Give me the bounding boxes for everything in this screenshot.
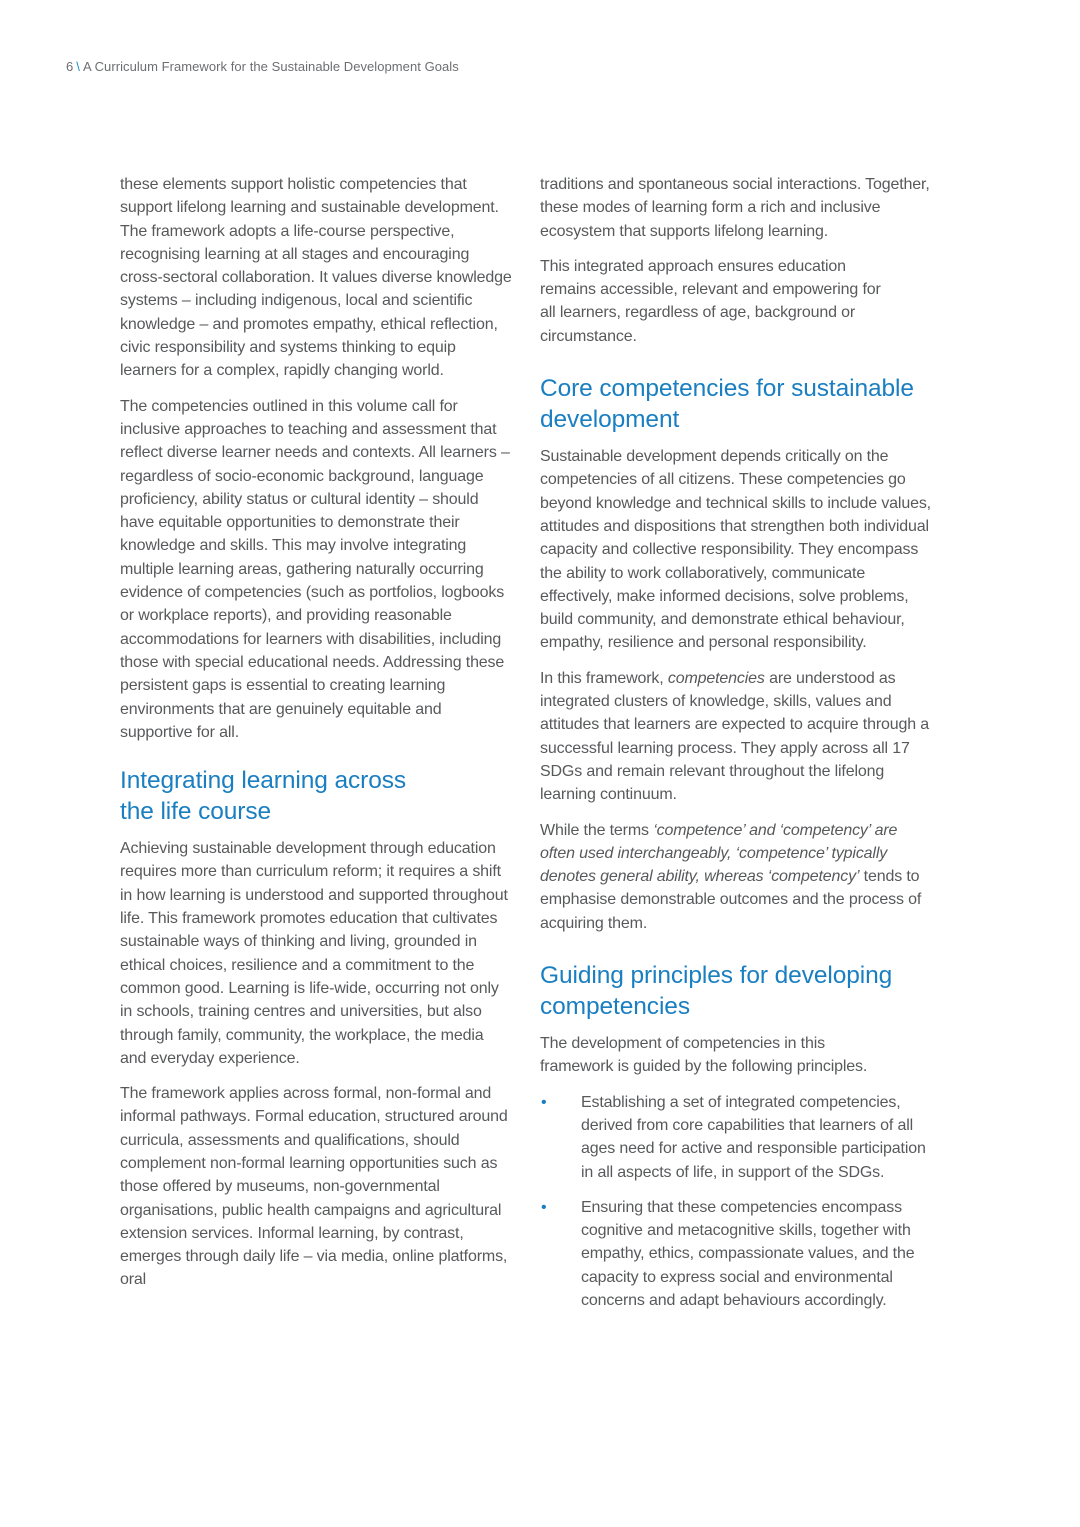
- running-header: [66, 59, 459, 74]
- section-heading-guiding-principles: Guiding principles for developing competencies: [540, 962, 893, 1020]
- italic-term: ‘competence’ and ‘competency’ are often used interchangeably, ‘competence’ typically denotes general ability, whereas ‘competency’: [540, 821, 898, 886]
- section-heading-integrating-learning: Integrating learning across the life course: [120, 767, 407, 825]
- text: are understood as integrated clusters of knowledge, skills, values and attitudes that learners are expected to acquire through a successful learning process. They apply across all 17 SDGs and remain relevant throughout the lifelong learning continuum.: [540, 669, 930, 804]
- paragraph: Sustainable development depends critically on the competencies of all citizens. These competencies go beyond knowledge and technical skills to include values, attitudes and dispositions that strengthen both individual capacity and collective responsibility. They encompass the ability to work collaboratively, communicate effectively, make informed decisions, solve problems, build community, and demonstrate ethical behaviour, empathy, resilience and personal responsibility.: [540, 448, 931, 652]
- bullet-icon: •: [541, 1198, 547, 1216]
- text: tends to emphasise demonstrable outcomes and the process of acquiring them.: [540, 868, 922, 932]
- paragraph: [540, 667, 935, 807]
- text: In this framework,: [540, 669, 668, 687]
- paragraph: [540, 819, 935, 935]
- principles-list: [540, 1091, 935, 1313]
- paragraph: traditions and spontaneous social interactions. Together, these modes of learning form a rich and inclusive ecosystem that supports lifelong learning.: [540, 176, 930, 240]
- page-number: 6: [66, 59, 74, 74]
- text: While the terms: [540, 821, 654, 839]
- italic-term: competencies: [667, 669, 765, 687]
- header-separator: \: [76, 59, 80, 74]
- paragraph: Achieving sustainable development through education requires more than curriculum reform; it requires a shift in how learning is understood and supported throughout life. This framework promotes education that cultivates sustainable ways of thinking and living, grounded in ethical choices, resilience and a commitment to the common good. Learning is life-wide, occurring not only in schools, training centres and universities, but also through family, community, the workplace, the media and everyday experience.: [120, 840, 508, 1067]
- right-column: [540, 173, 935, 1324]
- paragraph: This integrated approach ensures education remains accessible, relevant and empowering for all learners, regardless of age, background or circumstance.: [540, 257, 881, 345]
- bullet-icon: •: [541, 1093, 547, 1111]
- list-item-text: Establishing a set of integrated competencies, derived from core capabilities that learners of all ages need for active and responsible participation in all aspects of life, in support of the SDGs.: [581, 1093, 926, 1181]
- paragraph: these elements support holistic competencies that support lifelong learning and sustainable development. The framework adopts a life-course perspective, recognising learning at all stages and encouraging cross-sectoral collaboration. It values diverse knowledge systems – including indigenous, local and scientific knowledge – and promotes empathy, ethical reflection, civic responsibility and systems thinking to equip learners for a complex, rapidly changing world.: [120, 176, 512, 380]
- list-item-text: Ensuring that these competencies encompass cognitive and metacognitive skills, together with empathy, ethics, compassionate values, and the capacity to express social and environmental concerns and adapt behaviours accordingly.: [581, 1198, 915, 1309]
- paragraph: The development of competencies in this framework is guided by the following principles.: [540, 1035, 868, 1076]
- list-item: [540, 1091, 935, 1184]
- left-column: [120, 173, 512, 1304]
- section-heading-core-competencies: Core competencies for sustainable development: [540, 375, 914, 433]
- list-item: [540, 1196, 935, 1312]
- paragraph: The competencies outlined in this volume call for inclusive approaches to teaching and assessment that reflect diverse learner needs and contexts. All learners – regardless of socio-economic background, language proficiency, ability status or cultural identity – should have equitable opportunities to demonstrate their knowledge and skills. This may involve integrating multiple learning areas, gathering naturally occurring evidence of competencies (such as portfolios, logbooks or workplace reports), and providing reasonable accommodations for learners with disabilities, including those with special educational needs. Addressing these persistent gaps is essential to creating learning environments that are genuinely equitable and supportive for all.: [120, 397, 510, 741]
- document-title: A Curriculum Framework for the Sustainable Development Goals: [82, 59, 459, 74]
- paragraph: The framework applies across formal, non-formal and informal pathways. Formal education, structured around curricula, assessments and qualifications, should complement non-formal learning opportunities such as those offered by museums, non-governmental organisations, public health campaigns and agricultural extension services. Informal learning, by contrast, emerges through daily life – via media, online platforms, oral: [120, 1085, 508, 1289]
